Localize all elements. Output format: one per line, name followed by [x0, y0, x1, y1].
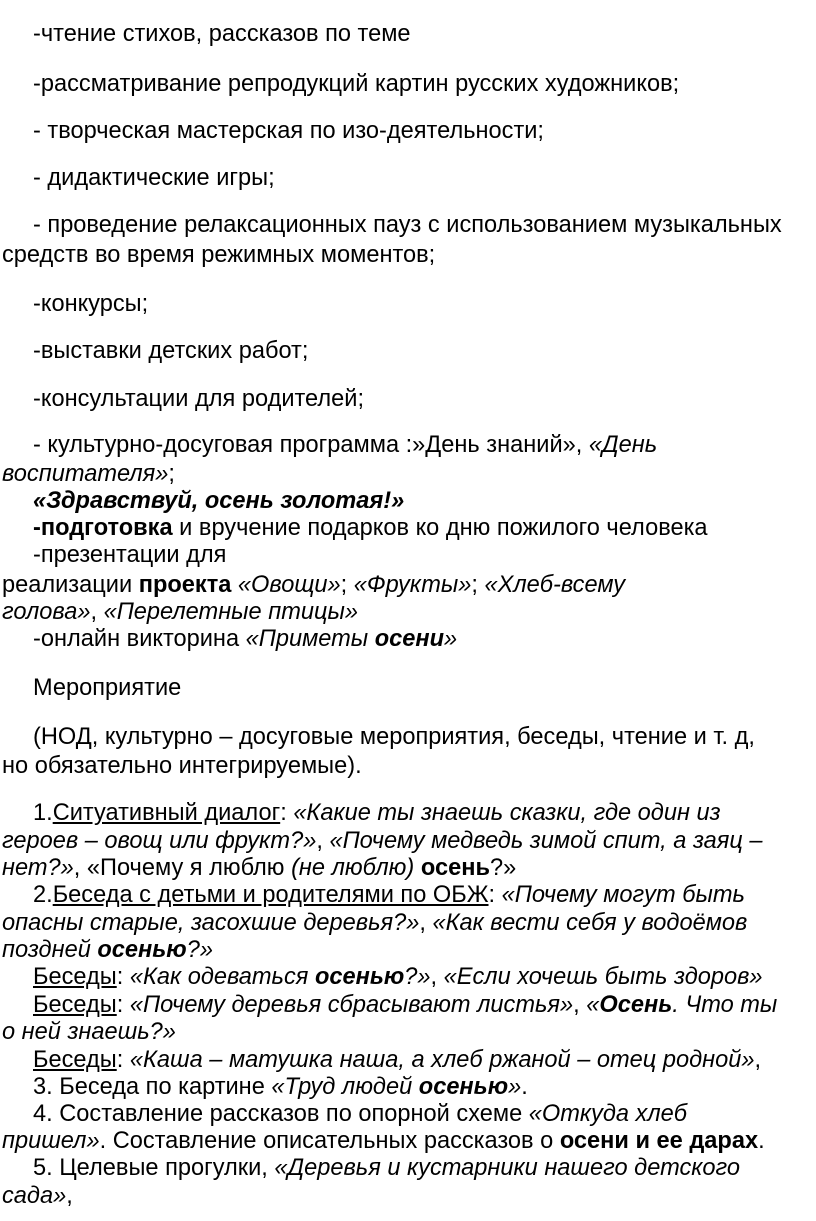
activity-relaxation-line1: [33, 210, 782, 240]
text: голова»: [2, 599, 91, 625]
text: проекта: [138, 572, 232, 598]
text: реализации: [2, 572, 139, 598]
text: «Почему медведь зимой спит, а заяц –: [329, 828, 763, 854]
text: ,: [419, 910, 433, 936]
text: :: [116, 964, 130, 990]
text: поздней: [2, 937, 98, 963]
text: -презентации для: [33, 542, 227, 568]
activity-paintings: [33, 69, 679, 99]
activity-gifts: [33, 513, 708, 543]
event-heading: [33, 673, 181, 703]
text: - проведение релаксационных пауз с использованием музыкальных: [33, 212, 782, 238]
activity-contests: [33, 289, 148, 319]
text: Беседа с детьми и родителями по ОБЖ: [52, 882, 489, 908]
text: :: [280, 800, 294, 826]
text: 4. Составление рассказов по опорной схеме: [33, 1101, 529, 1127]
activity-reading: [33, 19, 411, 49]
text: ?»: [489, 855, 517, 881]
talks-line4: [33, 1045, 761, 1075]
text: - творческая мастерская по изо-деятельности;: [33, 118, 544, 144]
item-5-line2: [2, 1181, 73, 1211]
event-description-line1: [33, 722, 755, 752]
text: -рассматривание репродукций картин русских художников;: [33, 71, 680, 97]
activity-exhibitions: [33, 336, 308, 366]
text: -онлайн викторина: [33, 626, 246, 652]
text: -консультации для родителей;: [33, 386, 365, 412]
activity-relaxation-line2: [2, 240, 435, 270]
text: . Что ты: [672, 992, 778, 1018]
talks-line3: [2, 1017, 176, 1047]
text: 2.: [33, 882, 53, 908]
text: »: [444, 626, 458, 652]
text: и вручение подарков ко дню пожилого человека: [172, 515, 708, 541]
text: Беседы: [33, 1047, 117, 1073]
text: ;: [340, 572, 354, 598]
text: осенью: [97, 937, 187, 963]
text: осенью: [314, 964, 405, 990]
text: сада»: [2, 1183, 67, 1209]
text: «Как одеваться: [129, 964, 315, 990]
text: :: [116, 992, 130, 1018]
text: ;: [471, 572, 485, 598]
text: -выставки детских работ;: [33, 338, 309, 364]
text: - дидактические игры;: [33, 165, 275, 191]
item-4-line2: [2, 1126, 765, 1156]
item-1-line3: [2, 853, 516, 883]
activity-program-line1: [33, 430, 657, 460]
item-2-line1: [33, 880, 745, 910]
text: -чтение стихов, рассказов по теме: [33, 21, 411, 47]
text: осени и ее дарах: [559, 1128, 759, 1154]
text: Мероприятие: [33, 675, 182, 701]
text: Беседы: [33, 992, 117, 1018]
text: осени: [374, 626, 445, 652]
text: ,: [316, 828, 330, 854]
text: Беседы: [33, 964, 117, 990]
text: ,: [573, 992, 587, 1018]
text: но обязательно интегрируемые).: [2, 753, 362, 779]
item-1-line1: [33, 798, 721, 828]
item-2-line3: [2, 935, 213, 965]
text: -конкурсы;: [33, 291, 149, 317]
activity-didactic-games: [33, 163, 275, 193]
activity-presentations: [33, 540, 226, 570]
activity-hello-autumn: [33, 486, 404, 516]
text: ,: [66, 1183, 73, 1209]
text: ,: [430, 964, 444, 990]
talks-line2: [33, 990, 777, 1020]
item-1-line2: [2, 826, 763, 856]
text: «Почему могут быть: [501, 882, 745, 908]
text: «Здравствуй, осень золотая!»: [33, 488, 405, 514]
text: «Хлеб-всему: [484, 572, 626, 598]
text: осенью: [418, 1074, 509, 1100]
text: :: [116, 1047, 130, 1073]
text: опасны старые, засохшие деревья?»: [2, 910, 420, 936]
text: средств во время режимных моментов;: [2, 242, 436, 268]
event-description-line2: [2, 751, 362, 781]
text: «Какие ты знаешь сказки, где один из: [293, 800, 721, 826]
text: «Овощи»: [231, 572, 341, 598]
text: «Перелетные птицы»: [103, 599, 358, 625]
item-3: [33, 1072, 528, 1102]
text: - культурно-досуговая программа :»День знаний»,: [33, 432, 589, 458]
text: «: [586, 992, 600, 1018]
activity-projects-line1: [2, 570, 625, 600]
text: «Откуда хлеб: [528, 1101, 688, 1127]
text: «Если хочешь быть здоров»: [443, 964, 763, 990]
text: »: [508, 1074, 522, 1100]
text: воспитателя»: [2, 461, 169, 487]
text: «Труд людей: [271, 1074, 419, 1100]
activity-consultations: [33, 384, 364, 414]
text: «Каша – матушка наша, а хлеб ржаной – отец родной»: [129, 1047, 755, 1073]
text: ?»: [186, 937, 213, 963]
text: Осень: [599, 992, 673, 1018]
item-5-line1: [33, 1153, 740, 1183]
text: «Приметы: [245, 626, 375, 652]
text: .: [758, 1128, 765, 1154]
text: :: [488, 882, 502, 908]
text: (не люблю): [291, 855, 415, 881]
text: осень: [420, 855, 490, 881]
text: ;: [168, 461, 175, 487]
talks-line1: [33, 962, 763, 992]
text: «Фрукты»: [353, 572, 472, 598]
text: , «Почему я люблю: [73, 855, 292, 881]
text: 1.: [33, 800, 53, 826]
text: «Как вести себя у водоёмов: [432, 910, 748, 936]
text: ?»: [404, 964, 431, 990]
text: -подготовка: [33, 515, 173, 541]
text: (НОД, культурно – досуговые мероприятия, беседы, чтение и т. д,: [33, 724, 755, 750]
text: . Составление описательных рассказов о: [99, 1128, 560, 1154]
text: нет?»: [2, 855, 74, 881]
text: «День: [588, 432, 658, 458]
text: 5. Целевые прогулки,: [33, 1155, 275, 1181]
activity-quiz: [33, 624, 457, 654]
text: 3. Беседа по картине: [33, 1074, 272, 1100]
activity-program-line2: [2, 459, 175, 489]
text: Ситуативный диалог: [52, 800, 281, 826]
item-2-line2: [2, 908, 747, 938]
activity-art-workshop: [33, 116, 544, 146]
text: пришел»: [2, 1128, 100, 1154]
activity-projects-line2: [2, 597, 358, 627]
text: «Деревья и кустарники нашего детского: [274, 1155, 741, 1181]
text: ,: [754, 1047, 762, 1073]
text: ,: [90, 599, 104, 625]
text: о ней знаешь?»: [2, 1019, 176, 1045]
text: «Почему деревья сбрасывают листья»: [129, 992, 574, 1018]
item-4-line1: [33, 1099, 687, 1129]
text: .: [521, 1074, 528, 1100]
text: героев – овощ или фрукт?»: [2, 828, 317, 854]
